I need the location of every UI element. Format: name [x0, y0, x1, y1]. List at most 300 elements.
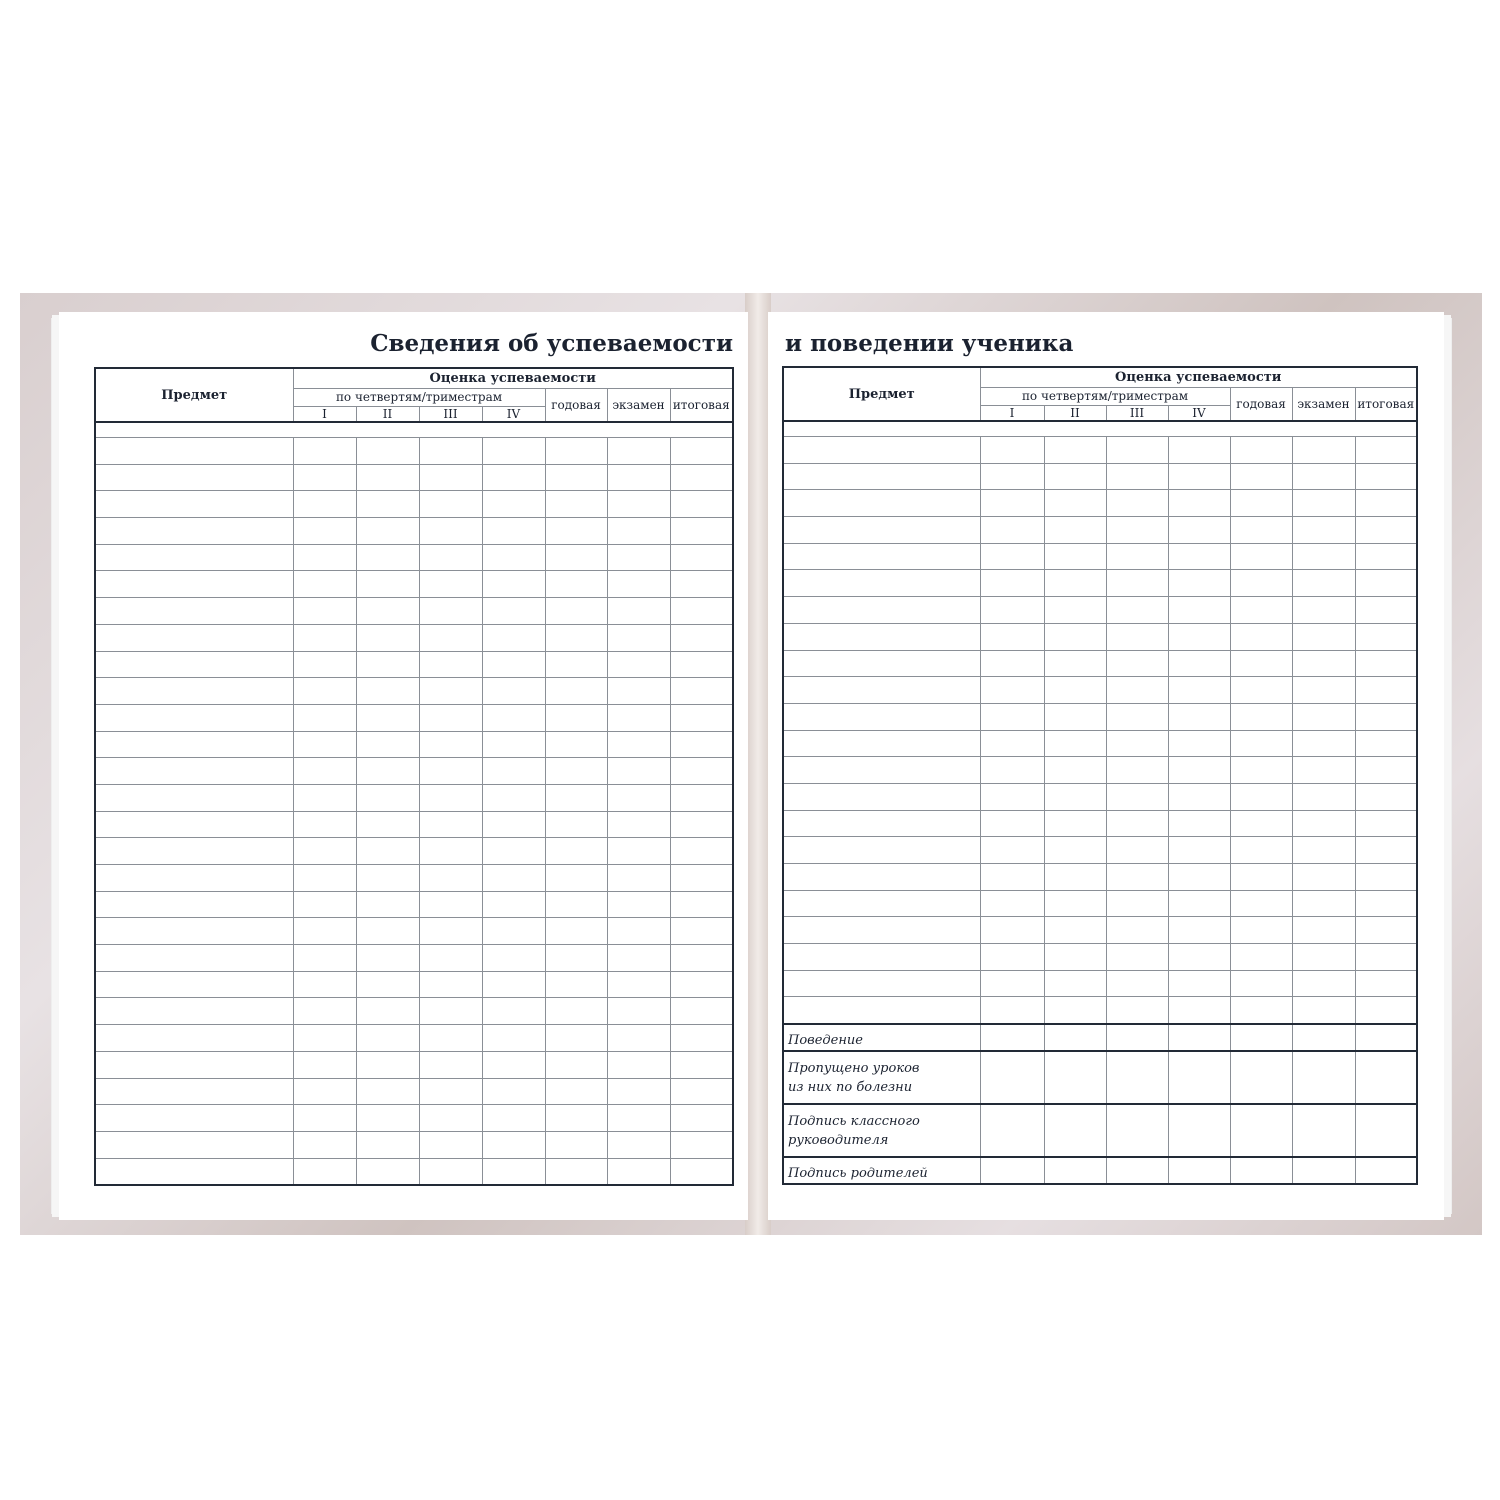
grade-cell[interactable]: [356, 998, 419, 1025]
grade-cell[interactable]: [356, 731, 419, 758]
grade-cell[interactable]: [607, 838, 670, 865]
grade-cell[interactable]: [1106, 864, 1168, 891]
grade-cell[interactable]: [293, 1025, 356, 1052]
grade-cell[interactable]: [356, 1105, 419, 1132]
grade-cell[interactable]: [1168, 944, 1230, 971]
grade-cell[interactable]: [1106, 1157, 1168, 1184]
grade-cell[interactable]: [1168, 463, 1230, 490]
grade-cell[interactable]: [1106, 1051, 1168, 1104]
grade-cell[interactable]: [1230, 597, 1292, 624]
grade-cell[interactable]: [1168, 810, 1230, 837]
grade-cell[interactable]: [482, 945, 545, 972]
grade-cell[interactable]: [670, 571, 733, 598]
subject-cell[interactable]: [783, 650, 980, 677]
grade-cell[interactable]: [1168, 623, 1230, 650]
grade-cell[interactable]: [1355, 1104, 1417, 1157]
subject-cell[interactable]: [783, 944, 980, 971]
grade-cell[interactable]: [980, 623, 1044, 650]
grade-cell[interactable]: [1230, 543, 1292, 570]
grade-cell[interactable]: [607, 464, 670, 491]
grade-cell[interactable]: [1230, 623, 1292, 650]
grade-cell[interactable]: [293, 1131, 356, 1158]
subject-cell[interactable]: [95, 758, 293, 785]
grade-cell[interactable]: [482, 784, 545, 811]
grade-cell[interactable]: [1355, 730, 1417, 757]
grade-cell[interactable]: [293, 598, 356, 625]
grade-cell[interactable]: [356, 1051, 419, 1078]
subject-cell[interactable]: [783, 917, 980, 944]
grade-cell[interactable]: [1106, 437, 1168, 464]
grade-cell[interactable]: [1230, 864, 1292, 891]
grade-cell[interactable]: [1355, 1051, 1417, 1104]
grade-cell[interactable]: [670, 1105, 733, 1132]
subject-cell[interactable]: [783, 543, 980, 570]
grade-cell[interactable]: [980, 677, 1044, 704]
grade-cell[interactable]: [356, 464, 419, 491]
grade-cell[interactable]: [1230, 944, 1292, 971]
grade-cell[interactable]: [607, 784, 670, 811]
grade-cell[interactable]: [1044, 703, 1106, 730]
grade-cell[interactable]: [419, 758, 482, 785]
subject-cell[interactable]: [783, 677, 980, 704]
grade-cell[interactable]: [482, 1025, 545, 1052]
grade-cell[interactable]: [1168, 1024, 1230, 1051]
grade-cell[interactable]: [545, 571, 607, 598]
grade-cell[interactable]: [482, 1131, 545, 1158]
subject-cell[interactable]: [783, 810, 980, 837]
grade-cell[interactable]: [1106, 570, 1168, 597]
grade-cell[interactable]: [1292, 997, 1355, 1024]
grade-cell[interactable]: [419, 464, 482, 491]
subject-cell[interactable]: [95, 624, 293, 651]
grade-cell[interactable]: [1168, 970, 1230, 997]
grade-cell[interactable]: [670, 491, 733, 518]
grade-cell[interactable]: [1044, 1051, 1106, 1104]
grade-cell[interactable]: [1230, 970, 1292, 997]
grade-cell[interactable]: [419, 811, 482, 838]
grade-cell[interactable]: [670, 704, 733, 731]
grade-cell[interactable]: [1355, 677, 1417, 704]
grade-cell[interactable]: [356, 491, 419, 518]
subject-cell[interactable]: [95, 1051, 293, 1078]
grade-cell[interactable]: [1292, 623, 1355, 650]
subject-cell[interactable]: [95, 865, 293, 892]
grade-cell[interactable]: [482, 544, 545, 571]
grade-cell[interactable]: [545, 784, 607, 811]
grade-cell[interactable]: [482, 1105, 545, 1132]
grade-cell[interactable]: [545, 704, 607, 731]
grade-cell[interactable]: [545, 1131, 607, 1158]
grade-cell[interactable]: [419, 731, 482, 758]
grade-cell[interactable]: [482, 651, 545, 678]
grade-cell[interactable]: [419, 998, 482, 1025]
grade-cell[interactable]: [980, 890, 1044, 917]
grade-cell[interactable]: [1230, 1051, 1292, 1104]
grade-cell[interactable]: [1230, 917, 1292, 944]
grade-cell[interactable]: [1168, 703, 1230, 730]
grade-cell[interactable]: [482, 998, 545, 1025]
grade-cell[interactable]: [670, 464, 733, 491]
grade-cell[interactable]: [607, 1158, 670, 1185]
grade-cell[interactable]: [1230, 490, 1292, 517]
grade-cell[interactable]: [419, 1025, 482, 1052]
subject-cell[interactable]: [95, 544, 293, 571]
grade-cell[interactable]: [482, 598, 545, 625]
grade-cell[interactable]: [607, 518, 670, 545]
grade-cell[interactable]: [1044, 997, 1106, 1024]
subject-cell[interactable]: [783, 890, 980, 917]
grade-cell[interactable]: [293, 544, 356, 571]
grade-cell[interactable]: [356, 678, 419, 705]
grade-cell[interactable]: [1044, 837, 1106, 864]
subject-cell[interactable]: [95, 438, 293, 465]
grade-cell[interactable]: [980, 650, 1044, 677]
subject-cell[interactable]: [95, 704, 293, 731]
grade-cell[interactable]: [1355, 463, 1417, 490]
grade-cell[interactable]: [670, 544, 733, 571]
grade-cell[interactable]: [545, 891, 607, 918]
grade-cell[interactable]: [419, 438, 482, 465]
subject-cell[interactable]: [95, 731, 293, 758]
grade-cell[interactable]: [1292, 1157, 1355, 1184]
grade-cell[interactable]: [1106, 677, 1168, 704]
grade-cell[interactable]: [1230, 783, 1292, 810]
grade-cell[interactable]: [1292, 517, 1355, 544]
grade-cell[interactable]: [293, 571, 356, 598]
grade-cell[interactable]: [293, 438, 356, 465]
grade-cell[interactable]: [1044, 597, 1106, 624]
grade-cell[interactable]: [1044, 730, 1106, 757]
subject-cell[interactable]: [95, 838, 293, 865]
grade-cell[interactable]: [1106, 650, 1168, 677]
grade-cell[interactable]: [419, 1105, 482, 1132]
grade-cell[interactable]: [482, 891, 545, 918]
grade-cell[interactable]: [419, 598, 482, 625]
grade-cell[interactable]: [1355, 944, 1417, 971]
grade-cell[interactable]: [1292, 864, 1355, 891]
grade-cell[interactable]: [356, 811, 419, 838]
grade-cell[interactable]: [293, 464, 356, 491]
grade-cell[interactable]: [1168, 757, 1230, 784]
grade-cell[interactable]: [1292, 490, 1355, 517]
grade-cell[interactable]: [1106, 623, 1168, 650]
grade-cell[interactable]: [607, 918, 670, 945]
grade-cell[interactable]: [607, 891, 670, 918]
grade-cell[interactable]: [1292, 437, 1355, 464]
grade-cell[interactable]: [482, 731, 545, 758]
grade-cell[interactable]: [607, 704, 670, 731]
grade-cell[interactable]: [1168, 437, 1230, 464]
grade-cell[interactable]: [607, 491, 670, 518]
grade-cell[interactable]: [293, 704, 356, 731]
grade-cell[interactable]: [356, 651, 419, 678]
grade-cell[interactable]: [1106, 757, 1168, 784]
grade-cell[interactable]: [419, 704, 482, 731]
grade-cell[interactable]: [1168, 997, 1230, 1024]
grade-cell[interactable]: [482, 811, 545, 838]
grade-cell[interactable]: [607, 678, 670, 705]
grade-cell[interactable]: [545, 678, 607, 705]
grade-cell[interactable]: [356, 438, 419, 465]
grade-cell[interactable]: [545, 624, 607, 651]
grade-cell[interactable]: [670, 811, 733, 838]
grade-cell[interactable]: [980, 997, 1044, 1024]
grade-cell[interactable]: [1044, 517, 1106, 544]
grade-cell[interactable]: [980, 437, 1044, 464]
grade-cell[interactable]: [1292, 837, 1355, 864]
subject-cell[interactable]: [95, 491, 293, 518]
grade-cell[interactable]: [419, 544, 482, 571]
grade-cell[interactable]: [607, 651, 670, 678]
grade-cell[interactable]: [980, 837, 1044, 864]
grade-cell[interactable]: [980, 970, 1044, 997]
grade-cell[interactable]: [1168, 543, 1230, 570]
grade-cell[interactable]: [1044, 890, 1106, 917]
grade-cell[interactable]: [980, 917, 1044, 944]
grade-cell[interactable]: [1168, 570, 1230, 597]
grade-cell[interactable]: [293, 1051, 356, 1078]
grade-cell[interactable]: [293, 971, 356, 998]
grade-cell[interactable]: [670, 518, 733, 545]
grade-cell[interactable]: [1168, 517, 1230, 544]
grade-cell[interactable]: [1106, 783, 1168, 810]
subject-cell[interactable]: [95, 1158, 293, 1185]
grade-cell[interactable]: [482, 1158, 545, 1185]
grade-cell[interactable]: [607, 971, 670, 998]
grade-cell[interactable]: [1292, 783, 1355, 810]
grade-cell[interactable]: [670, 971, 733, 998]
grade-cell[interactable]: [1292, 1051, 1355, 1104]
grade-cell[interactable]: [1292, 1024, 1355, 1051]
subject-cell[interactable]: [95, 571, 293, 598]
grade-cell[interactable]: [545, 731, 607, 758]
grade-cell[interactable]: [1355, 543, 1417, 570]
grade-cell[interactable]: [670, 945, 733, 972]
grade-cell[interactable]: [980, 1051, 1044, 1104]
grade-cell[interactable]: [1355, 570, 1417, 597]
grade-cell[interactable]: [356, 891, 419, 918]
subject-cell[interactable]: [783, 970, 980, 997]
grade-cell[interactable]: [293, 891, 356, 918]
grade-cell[interactable]: [670, 1158, 733, 1185]
grade-cell[interactable]: [545, 491, 607, 518]
grade-cell[interactable]: [670, 731, 733, 758]
grade-cell[interactable]: [545, 1025, 607, 1052]
grade-cell[interactable]: [419, 971, 482, 998]
subject-cell[interactable]: [95, 1078, 293, 1105]
grade-cell[interactable]: [1106, 490, 1168, 517]
subject-cell[interactable]: [95, 1105, 293, 1132]
subject-cell[interactable]: [783, 597, 980, 624]
grade-cell[interactable]: [980, 703, 1044, 730]
grade-cell[interactable]: [293, 811, 356, 838]
grade-cell[interactable]: [670, 678, 733, 705]
grade-cell[interactable]: [419, 518, 482, 545]
grade-cell[interactable]: [482, 865, 545, 892]
subject-cell[interactable]: [783, 623, 980, 650]
grade-cell[interactable]: [1355, 623, 1417, 650]
subject-cell[interactable]: [95, 918, 293, 945]
grade-cell[interactable]: [419, 945, 482, 972]
subject-cell[interactable]: [95, 464, 293, 491]
subject-cell[interactable]: [95, 518, 293, 545]
grade-cell[interactable]: [293, 678, 356, 705]
grade-cell[interactable]: [482, 464, 545, 491]
grade-cell[interactable]: [670, 758, 733, 785]
grade-cell[interactable]: [670, 891, 733, 918]
grade-cell[interactable]: [1230, 1024, 1292, 1051]
grade-cell[interactable]: [356, 758, 419, 785]
grade-cell[interactable]: [293, 945, 356, 972]
grade-cell[interactable]: [419, 651, 482, 678]
grade-cell[interactable]: [419, 1078, 482, 1105]
grade-cell[interactable]: [607, 598, 670, 625]
grade-cell[interactable]: [1106, 917, 1168, 944]
grade-cell[interactable]: [545, 598, 607, 625]
grade-cell[interactable]: [1106, 703, 1168, 730]
subject-cell[interactable]: [783, 730, 980, 757]
subject-cell[interactable]: [95, 998, 293, 1025]
grade-cell[interactable]: [1168, 677, 1230, 704]
grade-cell[interactable]: [419, 918, 482, 945]
grade-cell[interactable]: [356, 1025, 419, 1052]
grade-cell[interactable]: [419, 1051, 482, 1078]
grade-cell[interactable]: [419, 1131, 482, 1158]
grade-cell[interactable]: [1106, 837, 1168, 864]
subject-cell[interactable]: [95, 811, 293, 838]
grade-cell[interactable]: [1292, 597, 1355, 624]
subject-cell[interactable]: [95, 1025, 293, 1052]
grade-cell[interactable]: [545, 438, 607, 465]
grade-cell[interactable]: [293, 838, 356, 865]
grade-cell[interactable]: [1168, 917, 1230, 944]
grade-cell[interactable]: [1355, 597, 1417, 624]
grade-cell[interactable]: [545, 1078, 607, 1105]
grade-cell[interactable]: [356, 918, 419, 945]
grade-cell[interactable]: [980, 757, 1044, 784]
grade-cell[interactable]: [1168, 1157, 1230, 1184]
grade-cell[interactable]: [1292, 677, 1355, 704]
grade-cell[interactable]: [980, 1104, 1044, 1157]
grade-cell[interactable]: [1044, 463, 1106, 490]
grade-cell[interactable]: [545, 865, 607, 892]
subject-cell[interactable]: [95, 945, 293, 972]
grade-cell[interactable]: [1292, 890, 1355, 917]
grade-cell[interactable]: [482, 678, 545, 705]
grade-cell[interactable]: [980, 1157, 1044, 1184]
grade-cell[interactable]: [607, 1105, 670, 1132]
grade-cell[interactable]: [670, 1051, 733, 1078]
grade-cell[interactable]: [482, 571, 545, 598]
grade-cell[interactable]: [545, 918, 607, 945]
grade-cell[interactable]: [1168, 837, 1230, 864]
grade-cell[interactable]: [356, 838, 419, 865]
grade-cell[interactable]: [1168, 650, 1230, 677]
grade-cell[interactable]: [1044, 623, 1106, 650]
grade-cell[interactable]: [670, 1078, 733, 1105]
grade-cell[interactable]: [607, 811, 670, 838]
subject-cell[interactable]: [95, 651, 293, 678]
grade-cell[interactable]: [1168, 730, 1230, 757]
grade-cell[interactable]: [1106, 730, 1168, 757]
grade-cell[interactable]: [356, 1158, 419, 1185]
grade-cell[interactable]: [419, 891, 482, 918]
grade-cell[interactable]: [1355, 1157, 1417, 1184]
grade-cell[interactable]: [980, 543, 1044, 570]
grade-cell[interactable]: [1168, 1051, 1230, 1104]
grade-cell[interactable]: [545, 945, 607, 972]
subject-cell[interactable]: [783, 463, 980, 490]
subject-cell[interactable]: [783, 864, 980, 891]
grade-cell[interactable]: [1168, 783, 1230, 810]
grade-cell[interactable]: [293, 624, 356, 651]
grade-cell[interactable]: [545, 811, 607, 838]
grade-cell[interactable]: [1044, 650, 1106, 677]
grade-cell[interactable]: [356, 624, 419, 651]
grade-cell[interactable]: [1044, 677, 1106, 704]
grade-cell[interactable]: [1168, 1104, 1230, 1157]
grade-cell[interactable]: [545, 518, 607, 545]
grade-cell[interactable]: [670, 438, 733, 465]
grade-cell[interactable]: [356, 945, 419, 972]
grade-cell[interactable]: [1106, 1024, 1168, 1051]
grade-cell[interactable]: [1230, 997, 1292, 1024]
subject-cell[interactable]: [783, 570, 980, 597]
grade-cell[interactable]: [1355, 490, 1417, 517]
grade-cell[interactable]: [293, 651, 356, 678]
grade-cell[interactable]: [293, 1158, 356, 1185]
grade-cell[interactable]: [607, 438, 670, 465]
grade-cell[interactable]: [545, 758, 607, 785]
grade-cell[interactable]: [1230, 570, 1292, 597]
grade-cell[interactable]: [356, 544, 419, 571]
grade-cell[interactable]: [1230, 517, 1292, 544]
grade-cell[interactable]: [1355, 890, 1417, 917]
grade-cell[interactable]: [1355, 970, 1417, 997]
grade-cell[interactable]: [1044, 570, 1106, 597]
grade-cell[interactable]: [356, 598, 419, 625]
grade-cell[interactable]: [293, 758, 356, 785]
subject-cell[interactable]: [783, 437, 980, 464]
grade-cell[interactable]: [356, 865, 419, 892]
grade-cell[interactable]: [482, 838, 545, 865]
grade-cell[interactable]: [482, 918, 545, 945]
grade-cell[interactable]: [293, 1105, 356, 1132]
subject-cell[interactable]: [783, 837, 980, 864]
grade-cell[interactable]: [1230, 757, 1292, 784]
grade-cell[interactable]: [980, 463, 1044, 490]
grade-cell[interactable]: [1044, 810, 1106, 837]
grade-cell[interactable]: [980, 570, 1044, 597]
grade-cell[interactable]: [607, 1078, 670, 1105]
grade-cell[interactable]: [545, 1105, 607, 1132]
grade-cell[interactable]: [607, 1051, 670, 1078]
grade-cell[interactable]: [1355, 517, 1417, 544]
grade-cell[interactable]: [980, 490, 1044, 517]
grade-cell[interactable]: [1230, 677, 1292, 704]
grade-cell[interactable]: [607, 731, 670, 758]
subject-cell[interactable]: [783, 703, 980, 730]
grade-cell[interactable]: [293, 998, 356, 1025]
grade-cell[interactable]: [1106, 463, 1168, 490]
grade-cell[interactable]: [1106, 970, 1168, 997]
grade-cell[interactable]: [1355, 757, 1417, 784]
grade-cell[interactable]: [1168, 890, 1230, 917]
grade-cell[interactable]: [1044, 783, 1106, 810]
grade-cell[interactable]: [1292, 463, 1355, 490]
grade-cell[interactable]: [356, 1078, 419, 1105]
grade-cell[interactable]: [1106, 517, 1168, 544]
